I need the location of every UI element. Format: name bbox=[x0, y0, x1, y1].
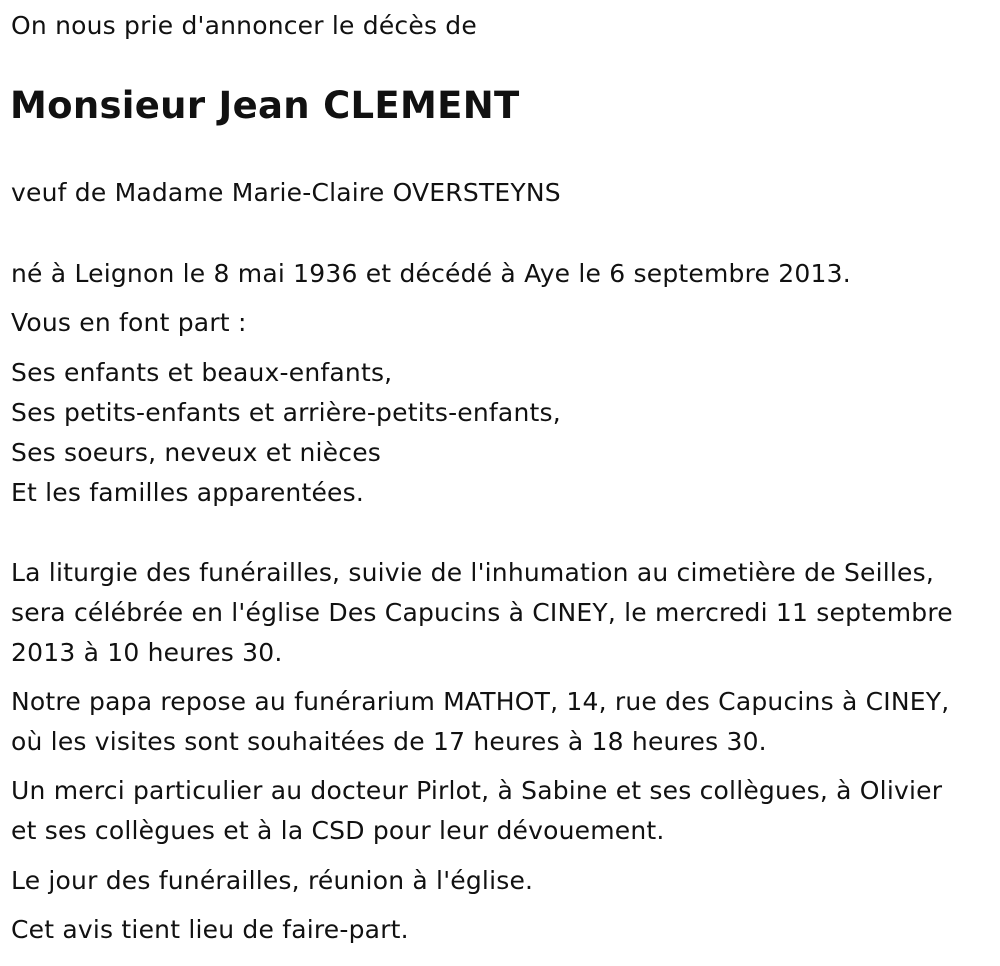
meeting-text: Le jour des funérailles, réunion à l'église. bbox=[11, 866, 534, 895]
liturgy-line: La liturgie des funérailles, suivie de l'inhumation au cimetière de Seilles, bbox=[11, 558, 934, 587]
liturgy-line: sera célébrée en l'église Des Capucins à CINEY, le mercredi 11 septembre bbox=[11, 598, 953, 627]
intro-text: On nous prie d'annoncer le décès de bbox=[11, 11, 477, 40]
family-line: Et les familles apparentées. bbox=[11, 478, 364, 507]
notify-intro-text: Vous en font part : bbox=[11, 308, 247, 337]
deceased-name: Monsieur Jean CLEMENT bbox=[10, 84, 520, 127]
closing-text: Cet avis tient lieu de faire-part. bbox=[11, 915, 409, 944]
thanks-line: Un merci particulier au docteur Pirlot, à Sabine et ses collègues, à Olivier bbox=[11, 776, 943, 805]
family-line: Ses petits-enfants et arrière-petits-enfants, bbox=[11, 398, 561, 427]
liturgy-line: 2013 à 10 heures 30. bbox=[11, 638, 283, 667]
rest-line: Notre papa repose au funérarium MATHOT, 14, rue des Capucins à CINEY, bbox=[11, 687, 950, 716]
family-line: Ses enfants et beaux-enfants, bbox=[11, 358, 393, 387]
family-line: Ses soeurs, neveux et nièces bbox=[11, 438, 382, 467]
thanks-line: et ses collègues et à la CSD pour leur dévouement. bbox=[11, 816, 665, 845]
rest-line: où les visites sont souhaitées de 17 heures à 18 heures 30. bbox=[11, 727, 767, 756]
birth-death-text: né à Leignon le 8 mai 1936 et décédé à Aye le 6 septembre 2013. bbox=[11, 259, 851, 288]
widower-text: veuf de Madame Marie-Claire OVERSTEYNS bbox=[11, 178, 561, 207]
